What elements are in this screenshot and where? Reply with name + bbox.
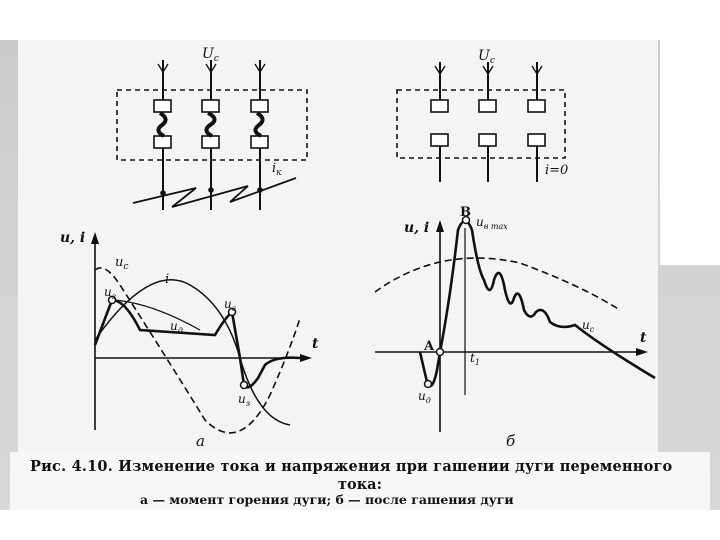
ug-label-a: $u_г$	[224, 297, 236, 313]
panel-a-label: а	[196, 432, 205, 450]
point-A-label: A	[424, 339, 435, 354]
ud-label-b: $u_д$	[418, 389, 431, 405]
t-axis-label-a: t	[312, 336, 319, 352]
uc-curve-label-b: $u_c$	[582, 318, 595, 334]
t-axis-label-b: t	[640, 330, 647, 346]
ud-label-a: $u_д$	[170, 319, 183, 335]
caption-line-3: а — момент горения дуги; б — после гашения дуги	[140, 492, 514, 507]
uc-curve-label-a: $u_c$	[115, 255, 129, 272]
uc-label-a: $U_c$	[202, 46, 219, 64]
i-zero-label: i=0	[545, 163, 569, 178]
ik-label: $i_к$	[272, 161, 282, 178]
point-B-label: B	[460, 205, 471, 220]
uz-label-a: $u_з$	[104, 285, 117, 301]
ui-axis-label-b: u, i	[404, 220, 430, 236]
uvmax-label: $u_{в max}$	[476, 215, 508, 231]
t1-label: $t_1$	[470, 351, 480, 367]
uc-label-b: $U_c$	[478, 48, 495, 66]
uz2-label-a: $u_з$	[238, 392, 251, 408]
caption-line-1: Рис. 4.10. Изменение тока и напряжения при гашении дуги переменного	[30, 458, 673, 475]
i-curve-label-a: i	[165, 272, 170, 287]
panel-b-label: б	[506, 432, 516, 450]
caption-line-2: тока:	[338, 476, 382, 493]
ui-axis-label-a: u, i	[60, 230, 86, 246]
